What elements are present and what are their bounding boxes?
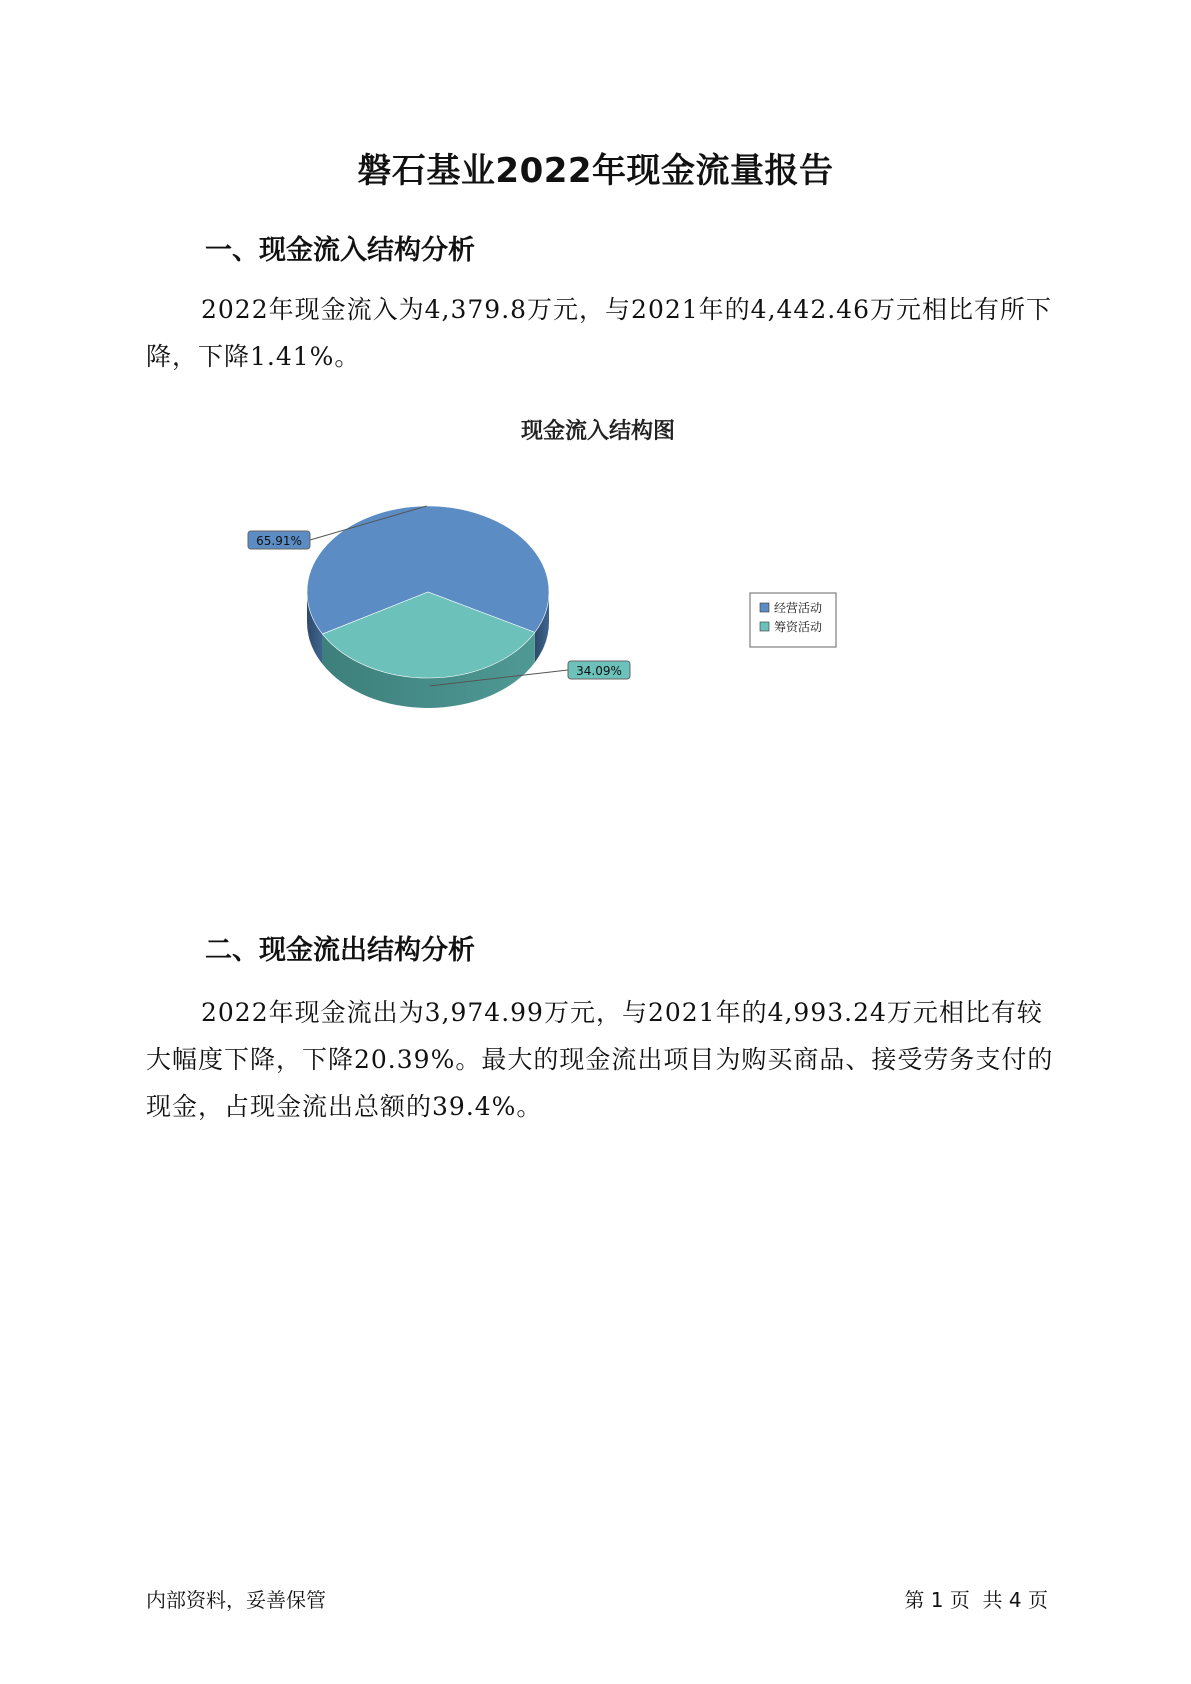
- cash-inflow-pie-chart: [0, 0, 1191, 760]
- pie-label-0: 65.91%: [256, 534, 302, 548]
- legend-label-0: 经营活动: [774, 601, 823, 615]
- page-number: 第 1 页 共 4 页: [904, 1588, 1048, 1612]
- page-title: 磐石基业2022年现金流量报告: [357, 151, 834, 191]
- chart-legend: [750, 593, 836, 647]
- legend-label-1: 筹资活动: [774, 620, 823, 634]
- chart-title: 现金流入结构图: [520, 419, 676, 444]
- section2-heading: 二、现金流出结构分析: [205, 935, 475, 966]
- legend-swatch-0: [760, 603, 769, 612]
- section1-paragraph: 2022年现金流入为4,379.8万元，与2021年的4,442.46万元相比有所下降，下降1.41%。: [146, 295, 1052, 371]
- footer-note: 内部资料，妥善保管: [146, 1588, 326, 1612]
- pie-label-1: 34.09%: [576, 664, 622, 678]
- section1-heading: 一、现金流入结构分析: [205, 235, 475, 266]
- legend-swatch-1: [760, 622, 769, 631]
- section2-paragraph: 2022年现金流出为3,974.99万元，与2021年的4,993.24万元相比有较大幅度下降，下降20.39%。最大的现金流出项目为购买商品、接受劳务支付的现金，占现金流出总额的39.4%。: [146, 998, 1054, 1121]
